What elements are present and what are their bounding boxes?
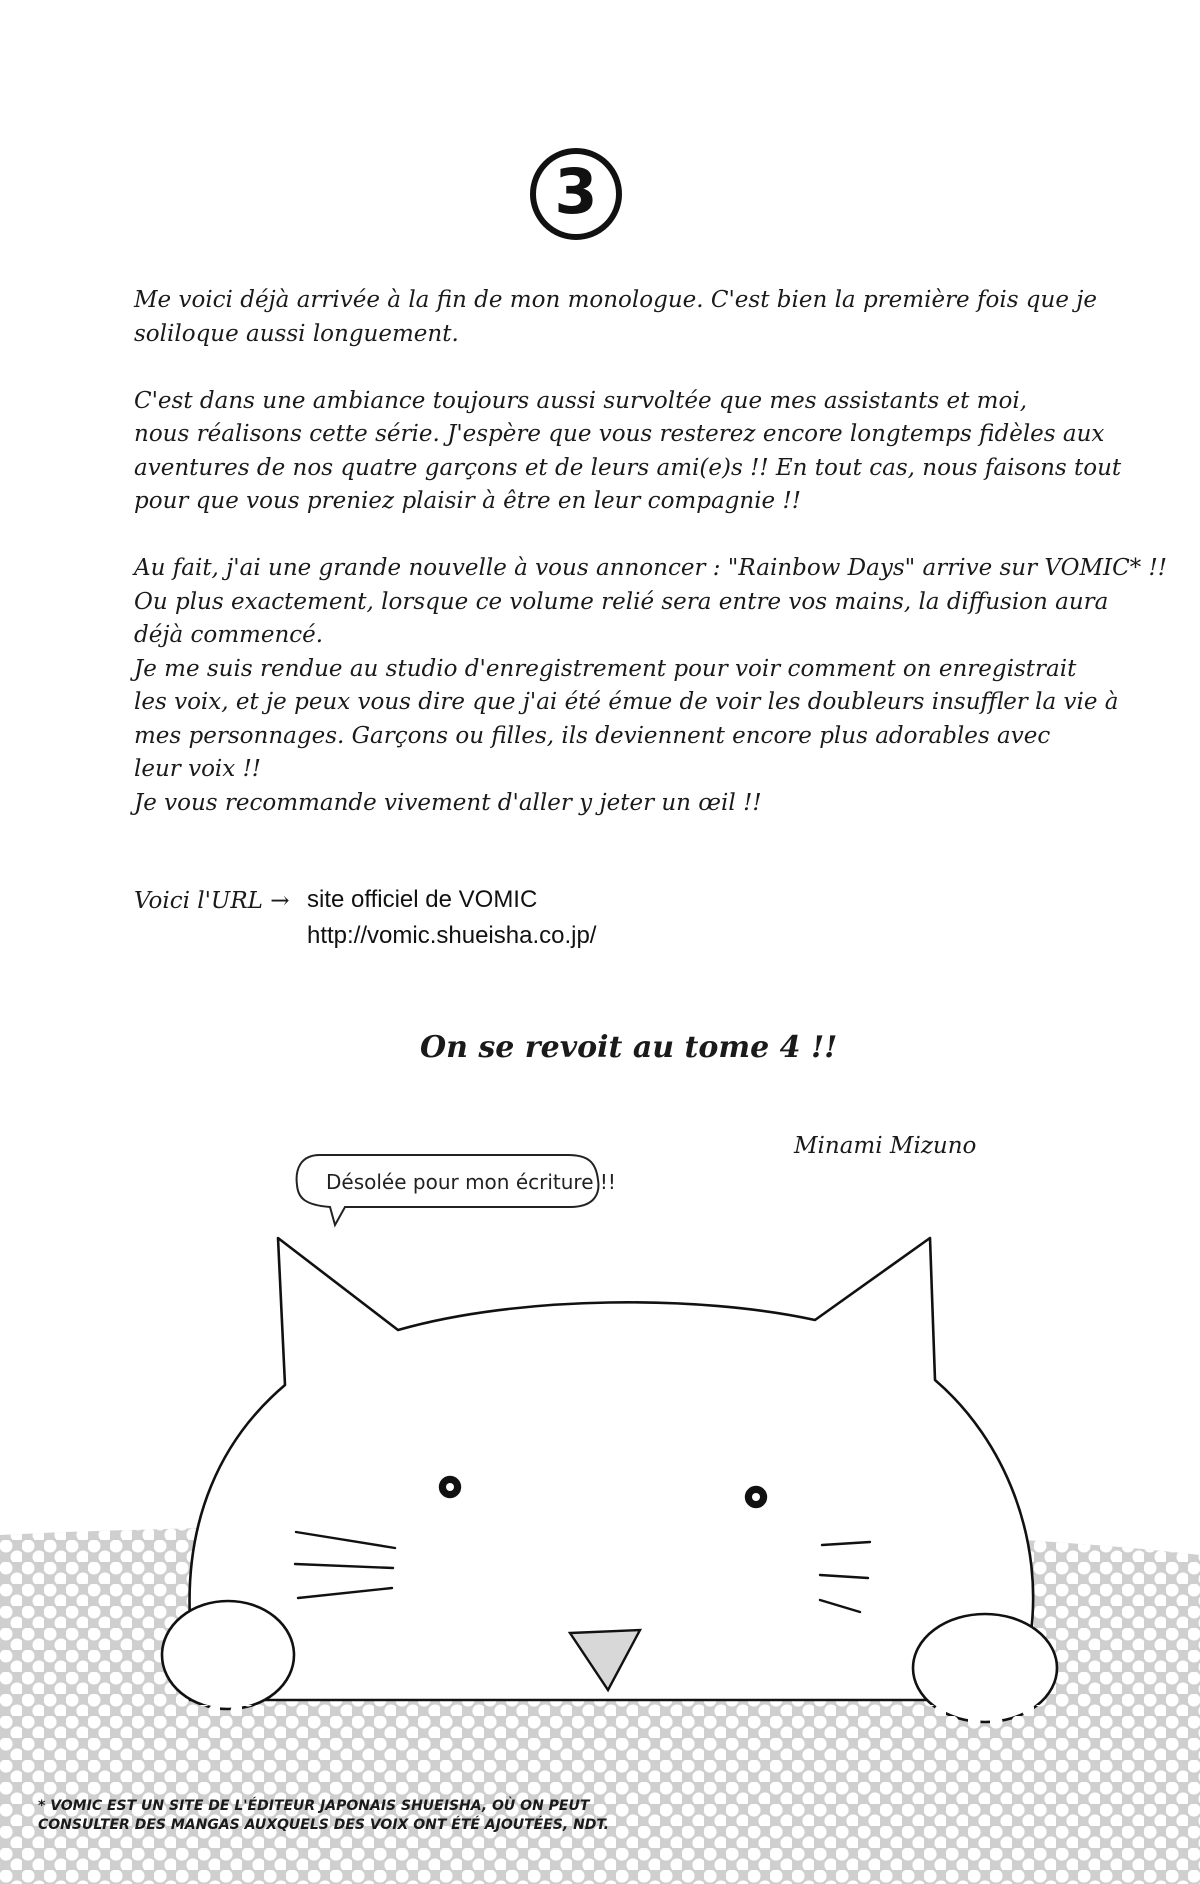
chapter-number: 3 — [554, 155, 598, 228]
footnote-line: * VOMIC EST UN SITE DE L'ÉDITEUR JAPONAIS SHUEISHA, OÙ ON PEUT — [38, 1798, 590, 1814]
footnote-line: CONSULTER DES MANGAS AUXQUELS DES VOIX ONT ÉTÉ AJOUTÉES, NDT. — [38, 1817, 609, 1833]
text-line: Au fait, j'ai une grande nouvelle à vous annoncer : "Rainbow Days" arrive sur VOMIC* !! — [134, 555, 1168, 581]
afterword-text — [134, 284, 1168, 820]
speech-bubble-text: Désolée pour mon écriture !! — [326, 1170, 616, 1194]
text-line: déjà commencé. — [134, 622, 324, 648]
text-line: aventures de nos quatre garçons et de leurs ami(e)s !! En tout cas, nous faisons tout — [134, 454, 1122, 481]
footnote — [38, 1797, 609, 1835]
url-label: Voici l'URL → — [134, 888, 290, 914]
text-line: soliloque aussi longuement. — [134, 320, 459, 347]
chapter-number-badge — [530, 148, 622, 240]
text-line: pour que vous preniez plaisir à être en leur compagnie !! — [134, 488, 801, 514]
text-line: Me voici déjà arrivée à la fin de mon monologue. C'est bien la première fois que je — [134, 287, 1098, 313]
farewell-text: On se revoit au tome 4 !! — [420, 1030, 838, 1065]
url-block — [307, 882, 596, 954]
site-url[interactable]: http://vomic.shueisha.co.jp/ — [307, 922, 597, 949]
text-line: Je me suis rendue au studio d'enregistrement pour voir comment on enregistrait — [134, 655, 1077, 682]
text-line: C'est dans une ambiance toujours aussi survoltée que mes assistants et moi, — [134, 387, 1028, 414]
text-line: les voix, et je peux vous dire que j'ai été émue de voir les doubleurs insuffler la vie à — [134, 689, 1119, 715]
text-line: leur voix !! — [134, 756, 262, 782]
site-name: site officiel de VOMIC — [307, 886, 538, 913]
text-line: nous réalisons cette série. J'espère que vous resterez encore longtemps fidèles aux — [134, 421, 1105, 447]
text-line: Je vous recommande vivement d'aller y jeter un œil !! — [134, 789, 762, 816]
text-line: Ou plus exactement, lorsque ce volume relié sera entre vos mains, la diffusion aura — [134, 588, 1109, 615]
text-line: mes personnages. Garçons ou filles, ils deviennent encore plus adorables avec — [134, 722, 1051, 749]
left-paw — [162, 1601, 294, 1709]
author-signature: Minami Mizuno — [794, 1133, 977, 1159]
